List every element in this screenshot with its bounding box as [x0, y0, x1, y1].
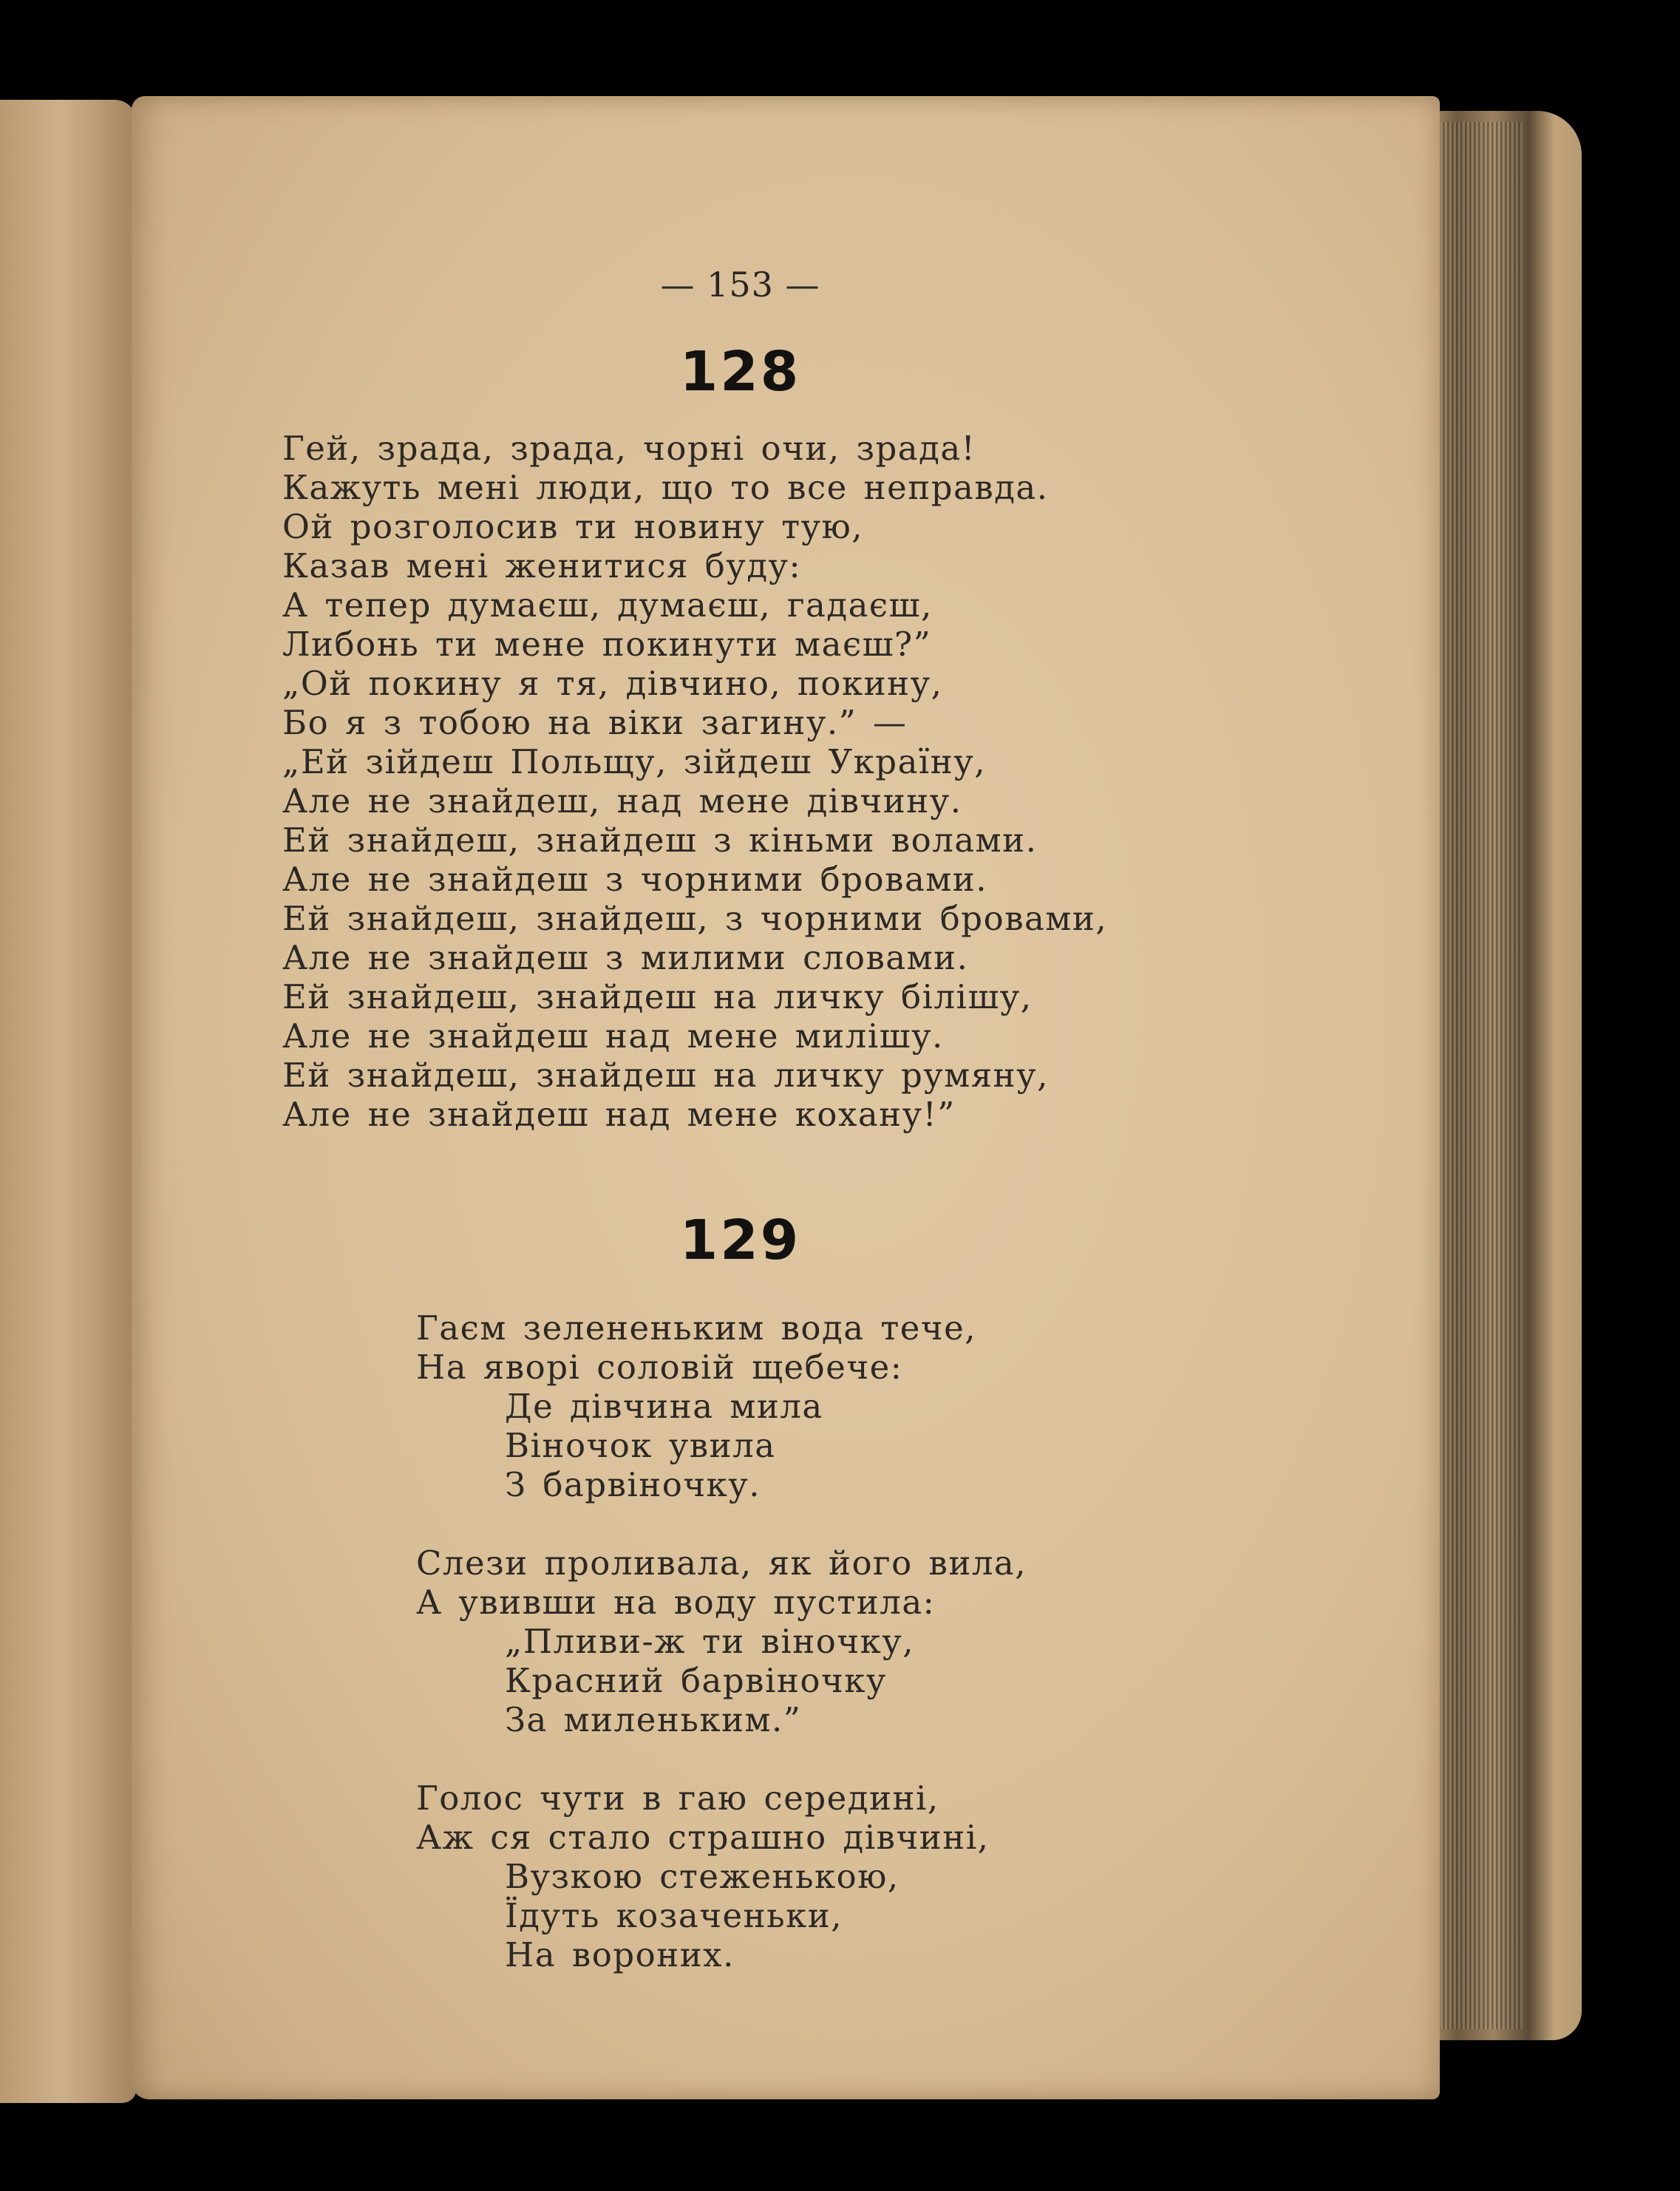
poem-number-129: 129 — [679, 1209, 801, 1272]
poem-line: За миленьким.” — [505, 1700, 802, 1739]
poem-128-stanza — [282, 429, 1107, 1134]
poem-line: Ей знайдеш, знайдеш на личку румяну, — [282, 1056, 1049, 1095]
poem-line: Але не знайдеш над мене кохану!” — [282, 1095, 956, 1134]
poem-line: Але не знайдеш з милими словами. — [282, 938, 969, 977]
poem-129-stanza-1 — [416, 1308, 976, 1504]
poem-line: Ей знайдеш, знайдеш з кіньми волами. — [282, 821, 1038, 860]
poem-line: Але не знайдеш з чорними бровами. — [282, 860, 988, 899]
poem-line: Казав мені женитися буду: — [282, 546, 802, 585]
poem-line: Красний барвіночку — [505, 1661, 887, 1700]
book-page — [132, 96, 1440, 2099]
poem-line: Гаєм зелененьким вода тече, — [416, 1308, 977, 1348]
poem-line: На яворі соловій щебече: — [416, 1348, 903, 1387]
poem-line: Вузкою стеженькою, — [505, 1857, 899, 1896]
poem-line: Їдуть козаченьки, — [505, 1896, 843, 1935]
poem-line: Слези проливала, як його вила, — [416, 1543, 1027, 1583]
poem-line: На вороних. — [505, 1935, 735, 1974]
poem-line: Гей, зрада, зрада, чорні очи, зрада! — [282, 429, 976, 468]
left-page-edge — [0, 100, 137, 2103]
page-number: — 153 — — [660, 265, 820, 305]
poem-number-128: 128 — [679, 340, 801, 404]
poem-line: Либонь ти мене покинути маєш?” — [282, 625, 932, 664]
poem-line: „Ей зійдеш Польщу, зійдеш Україну, — [282, 742, 987, 781]
poem-line: Бо я з тобою на віки загину.” — — [282, 703, 908, 742]
poem-line: „Пливи-ж ти віночку, — [505, 1622, 915, 1661]
poem-line: Але не знайдеш над мене милішу. — [282, 1016, 944, 1056]
poem-129-stanza-3 — [416, 1779, 989, 1974]
poem-line: Ей знайдеш, знайдеш на личку білішу, — [282, 977, 1033, 1016]
poem-line: Ей знайдеш, знайдеш, з чорними бровами, — [282, 899, 1108, 938]
poem-line: Аж ся стало страшно дівчині, — [416, 1818, 990, 1857]
poem-line: Ой розголосив ти новину тую, — [282, 507, 864, 546]
poem-line: Кажуть мені люди, що то все неправда. — [282, 468, 1049, 507]
poem-line: Де дівчина мила — [505, 1387, 823, 1426]
poem-line: А увивши на воду пустила: — [416, 1583, 936, 1622]
page-block-lines — [1434, 122, 1523, 2029]
poem-line: Але не знайдеш, над мене дівчину. — [282, 781, 962, 821]
poem-129-stanza-2 — [416, 1543, 1027, 1739]
poem-line: Віночок увила — [505, 1426, 776, 1465]
poem-line: А тепер думаєш, думаєш, гадаєш, — [282, 585, 933, 625]
poem-line: „Ой покину я тя, дівчино, покину, — [282, 664, 943, 703]
poem-line: З барвіночку. — [505, 1465, 761, 1504]
poem-line: Голос чути в гаю середині, — [416, 1779, 939, 1818]
